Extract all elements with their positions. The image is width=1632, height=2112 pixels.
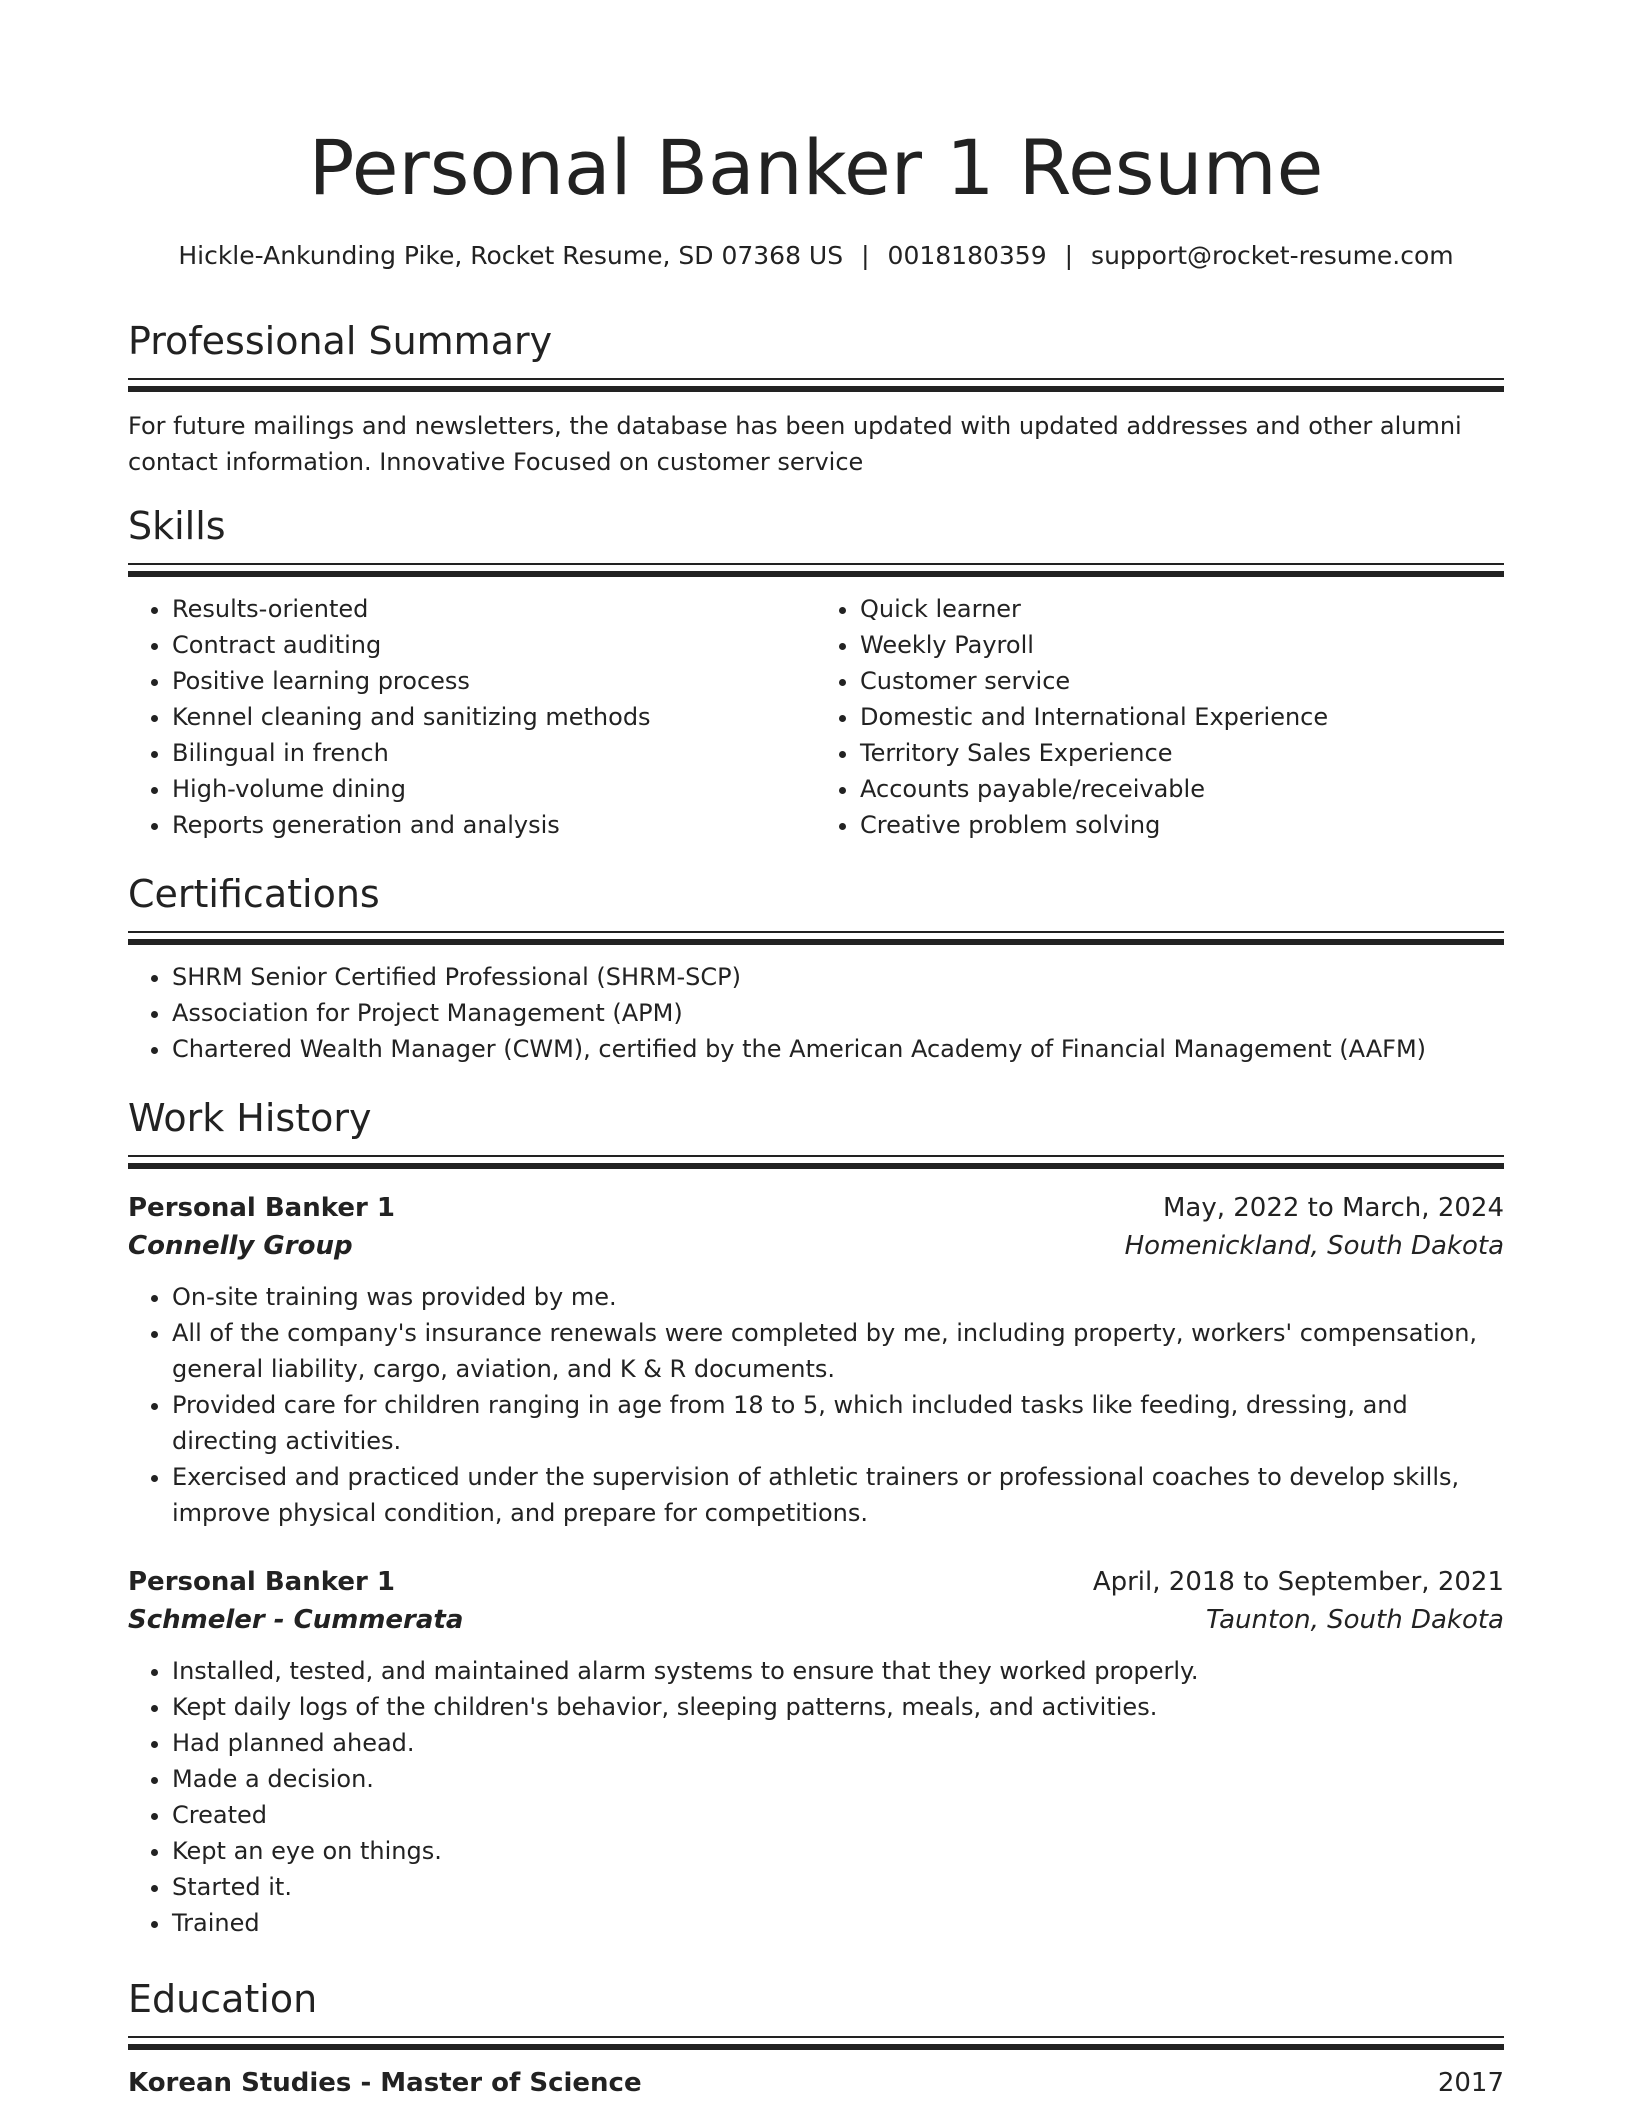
job-bullet: • Kept daily logs of the children's behavior, sleeping patterns, meals, and activities.	[172, 1689, 1504, 1725]
skill-item: • Domestic and International Experience	[860, 699, 1504, 735]
contact-line	[0, 238, 1632, 274]
certifications-list	[128, 959, 1504, 1067]
skills-heading: Skills	[128, 504, 226, 548]
education-degree: Korean Studies - Master of Science	[128, 2068, 642, 2098]
job-title: Personal Banker 1	[128, 1567, 395, 1597]
skills-section	[128, 501, 1504, 843]
education-heading: Education	[128, 1977, 318, 2021]
job-bullets	[128, 1653, 1504, 1941]
skills-list-left	[128, 591, 816, 843]
summary-text: For future mailings and newsletters, the database has been updated with updated addresses and other alumni contact information. Innovative Focused on customer service	[128, 412, 1462, 476]
section-divider	[128, 931, 1504, 933]
certification-item: • Association for Project Management (APM)	[172, 995, 1504, 1031]
education-row	[128, 2064, 1504, 2102]
skill-item: • Creative problem solving	[860, 807, 1504, 843]
contact-address: Hickle-Ankunding Pike, Rocket Resume, SD 07368 US	[178, 241, 844, 270]
job-bullet: • Trained	[172, 1905, 1504, 1941]
section-divider	[128, 386, 1504, 392]
skill-item: • Reports generation and analysis	[172, 807, 816, 843]
skill-item: • Kennel cleaning and sanitizing methods	[172, 699, 816, 735]
job-bullet: • Installed, tested, and maintained alarm systems to ensure that they worked properly.	[172, 1653, 1504, 1689]
job-entry	[128, 1189, 1504, 1531]
job-header-row	[128, 1563, 1504, 1601]
job-bullet: • All of the company's insurance renewals were completed by me, including property, workers' compensation, general liability, cargo, aviation, and K & R documents.	[172, 1315, 1504, 1387]
job-bullet: • Made a decision.	[172, 1761, 1504, 1797]
job-bullet: • Had planned ahead.	[172, 1725, 1504, 1761]
job-location: Taunton, South Dakota	[1205, 1605, 1504, 1635]
skill-item: • Results-oriented	[172, 591, 816, 627]
job-title: Personal Banker 1	[128, 1193, 395, 1223]
contact-separator: |	[1064, 241, 1074, 270]
job-company-row	[128, 1601, 1504, 1639]
job-bullets	[128, 1279, 1504, 1531]
skills-columns	[128, 591, 1504, 843]
summary-heading: Professional Summary	[128, 319, 553, 363]
section-divider	[128, 939, 1504, 945]
skills-list-right	[816, 591, 1504, 843]
certifications-section	[128, 869, 1504, 1067]
section-divider	[128, 2036, 1504, 2038]
skill-item: • Positive learning process	[172, 663, 816, 699]
job-bullet: • Created	[172, 1797, 1504, 1833]
summary-section	[128, 316, 1504, 480]
section-divider	[128, 571, 1504, 577]
work-history-heading: Work History	[128, 1096, 372, 1140]
job-dates: May, 2022 to March, 2024	[1162, 1193, 1504, 1223]
job-dates: April, 2018 to September, 2021	[1092, 1567, 1504, 1597]
skill-item: • Accounts payable/receivable	[860, 771, 1504, 807]
skill-item: • Customer service	[860, 663, 1504, 699]
resume-title: Personal Banker 1 Resume	[308, 123, 1324, 212]
section-divider	[128, 2044, 1504, 2050]
section-divider	[128, 378, 1504, 380]
job-header-row	[128, 1189, 1504, 1227]
job-bullet: • Exercised and practiced under the supervision of athletic trainers or professional coaches to develop skills, improve physical condition, and prepare for competitions.	[172, 1459, 1504, 1531]
skill-item: • High-volume dining	[172, 771, 816, 807]
job-bullet: • On-site training was provided by me.	[172, 1279, 1504, 1315]
section-divider	[128, 1163, 1504, 1169]
section-divider	[128, 563, 1504, 565]
skill-item: • Bilingual in french	[172, 735, 816, 771]
job-company: Connelly Group	[128, 1231, 353, 1261]
contact-phone: 0018180359	[887, 241, 1047, 270]
section-divider	[128, 1155, 1504, 1157]
job-bullet: • Provided care for children ranging in age from 18 to 5, which included tasks like feeding, dressing, and directing activities.	[172, 1387, 1504, 1459]
job-company: Schmeler - Cummerata	[128, 1605, 464, 1635]
skill-item: • Quick learner	[860, 591, 1504, 627]
education-section	[128, 1974, 1504, 2102]
certification-item: • SHRM Senior Certified Professional (SHRM-SCP)	[172, 959, 1504, 995]
certification-item: • Chartered Wealth Manager (CWM), certified by the American Academy of Financial Management (AAFM)	[172, 1031, 1504, 1067]
contact-separator: |	[861, 241, 870, 270]
contact-email[interactable]: support@rocket-resume.com	[1091, 241, 1454, 270]
education-year: 2017	[1437, 2068, 1504, 2098]
job-company-row	[128, 1227, 1504, 1265]
skill-item: • Contract auditing	[172, 627, 816, 663]
job-location: Homenickland, South Dakota	[1124, 1231, 1504, 1261]
skill-item: • Territory Sales Experience	[860, 735, 1504, 771]
certifications-heading: Certifications	[128, 872, 380, 916]
job-entry	[128, 1563, 1504, 1941]
skill-item: • Weekly Payroll	[860, 627, 1504, 663]
work-history-section	[128, 1093, 1504, 1941]
job-bullet: • Started it.	[172, 1869, 1504, 1905]
job-bullet: • Kept an eye on things.	[172, 1833, 1504, 1869]
